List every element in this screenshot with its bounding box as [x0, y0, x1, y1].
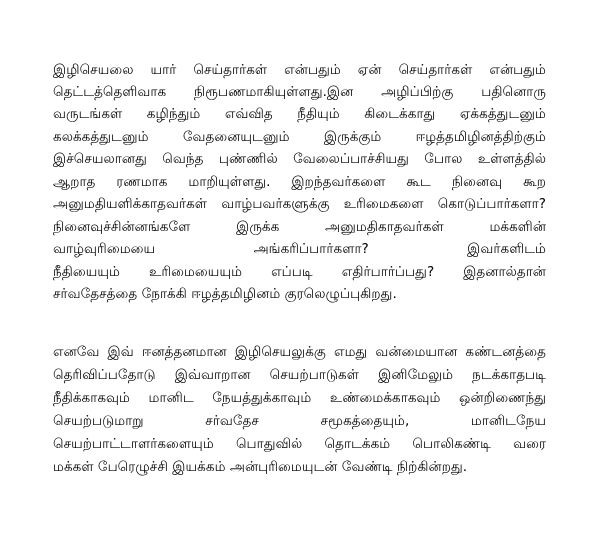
text-line: மக்கள் பேரெழுச்சி இயக்கம் அன்புரிமையுடன் வேண்டி நிற்கின்றது. [53, 459, 468, 475]
text-line: அனுமதியளிக்காதவர்கள் வாழ்பவர்களுக்கு உரிமைகளை கொடுப்பார்களா? [53, 196, 546, 212]
text-line: கலக்கத்துடனும் வேதனையுடனும் இருக்கும் ஈழத்தமிழினத்திற்கும் [53, 129, 546, 145]
text-line: நீதிக்காகவும் மானிட நேயத்துக்காவும் உண்மைக்காகவும் ஒன்றிணைந்து [53, 390, 546, 406]
text-line: செயற்படுமாறு சர்வதேச சமூகத்தையும், மானிடநேய [53, 413, 546, 429]
text-line: சர்வதேசத்தை நோக்கி ஈழத்தமிழினம் குரலெழுப்புகிறது. [53, 286, 397, 302]
text-line: இழிசெயலை யார் செய்தார்கள் என்பதும் ஏன் செய்தார்கள் என்பதும் [53, 62, 546, 78]
text-line: நீதியையும் உரிமையையும் எப்படி எதிர்பார்ப்பது? இதனால்தான் [53, 264, 546, 280]
text-line: ஆறாத ரணமாக மாறியுள்ளது. இறந்தவர்களை கூட நினைவு கூற [53, 174, 546, 190]
text-line: நினைவுச்சின்னங்களே இருக்க அனுமதிகாதவர்கள் மக்களின் [53, 219, 546, 235]
text-line: வருடங்கள் கழிந்தும் எவ்வித நீதியும் கிடைக்காது ஏக்கத்துடனும் [53, 106, 546, 122]
text-line: தெட்டத்தெளிவாக நிரூபணமாகியுள்ளது.இன அழிப்பிற்கு பதினொரு [53, 84, 546, 100]
text-line: தெரிவிப்பதோடு இவ்வாறான செயற்பாடுகள் இனிமேலும் நடக்காதபடி [53, 367, 546, 383]
text-line: வாழ்வுரிமையை அங்கரிப்பார்களா? இவர்களிடம் [53, 241, 546, 257]
text-line: இச்செயலானது வெந்த புண்ணில் வேலைப்பாச்சியது போல உள்ளத்தில் [53, 151, 546, 167]
text-line: செயற்பாட்டாளர்களையும் பொதுவில் தொடக்கம் பொலிகண்டி வரை [53, 436, 546, 452]
text-line: எனவே இவ் ஈனத்தனமான இழிசெயலுக்கு எமது வன்மையான கண்டனத்தை [53, 344, 546, 360]
